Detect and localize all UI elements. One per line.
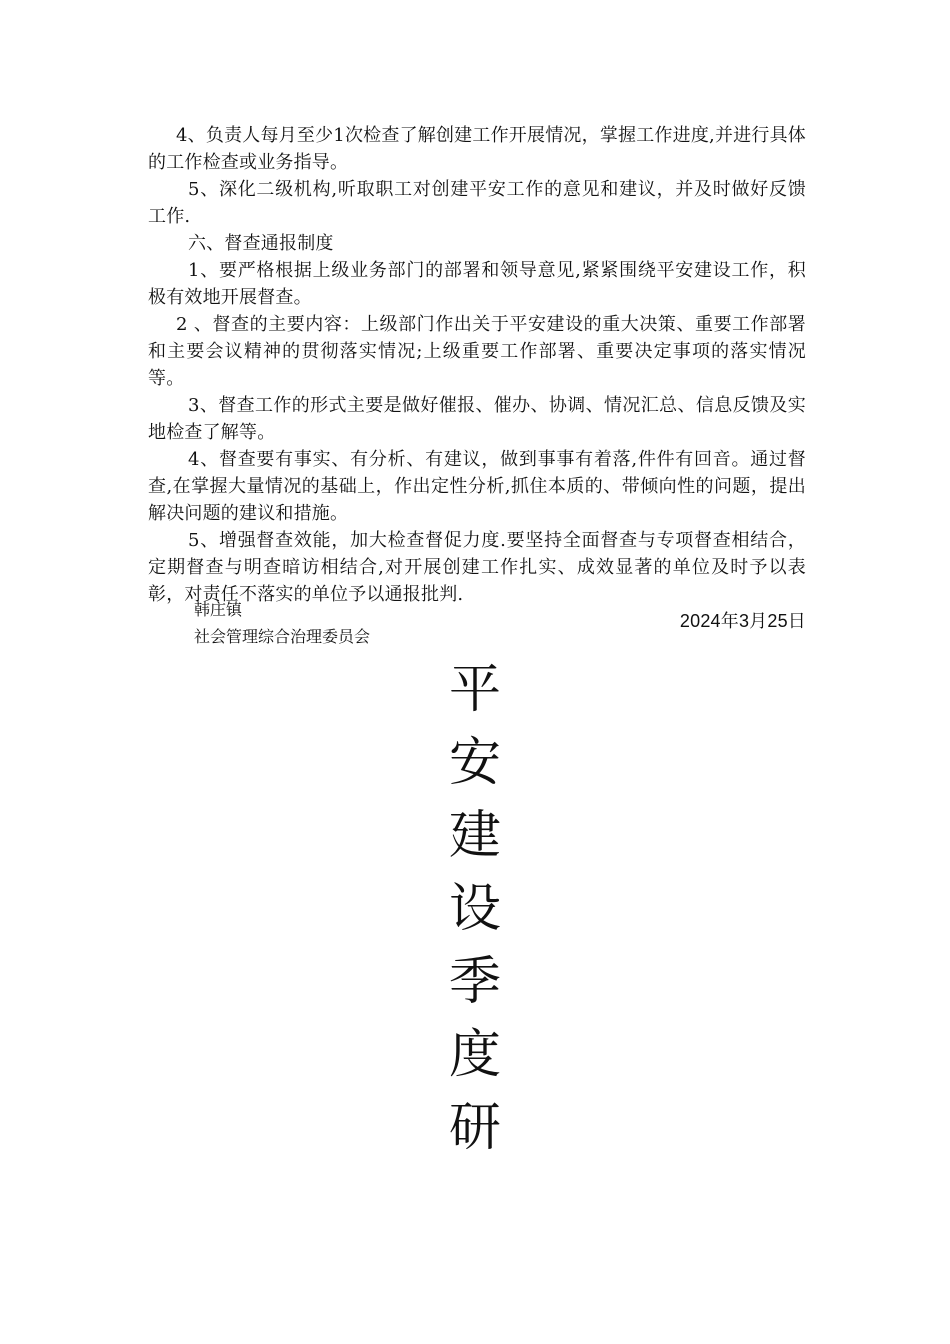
title-char: 安	[448, 733, 501, 793]
paragraph-supervision-5: 5、增强督查效能，加大检查督促力度.要坚持全面督查与专项督查相结合，定期督查与明查暗访相结合,对开展创建工作扎实、成效显著的单位及时予以表彰，对责任不落实的单位予以通报批判.	[148, 530, 806, 605]
paragraph-supervision-3: 3、督查工作的形式主要是做好催报、催办、协调、情况汇总、信息反馈及实地检查了解等。	[148, 395, 806, 443]
section-heading-supervision: 六、督查通报制度	[188, 233, 334, 254]
signature-town: 韩庄镇	[194, 600, 243, 619]
vertical-title	[440, 654, 510, 1165]
document-date: 2024年3月25日	[679, 611, 806, 631]
title-char: 建	[448, 806, 501, 866]
title-char: 设	[448, 879, 501, 939]
title-char: 研	[448, 1098, 501, 1158]
paragraph-supervision-1: 1、要严格根据上级业务部门的部署和领导意见,紧紧围绕平安建设工作，积极有效地开展督查。	[148, 260, 806, 308]
title-char: 度	[448, 1025, 501, 1085]
signature-committee: 社会管理综合治理委员会	[194, 627, 371, 646]
title-char: 平	[448, 660, 501, 720]
title-char: 季	[448, 952, 501, 1012]
paragraph-responsible-check: 4、负责人每月至少1次检查了解创建工作开展情况，掌握工作进度,并进行具体的工作检查或业务指导。	[148, 125, 806, 173]
paragraph-feedback: 5、深化二级机构,听取职工对创建平安工作的意见和建议，并及时做好反馈工作.	[148, 179, 806, 227]
paragraph-supervision-4: 4、督查要有事实、有分析、有建议，做到事事有着落,件件有回音。通过督查,在掌握大量情况的基础上，作出定性分析,抓住本质的、带倾向性的问题，提出解决问题的建议和措施。	[148, 449, 806, 524]
paragraph-supervision-2: 2 、督查的主要内容：上级部门作出关于平安建设的重大决策、重要工作部署和主要会议精神的贯彻落实情况;上级重要工作部署、重要决定事项的落实情况等。	[148, 314, 806, 389]
document-body	[148, 122, 806, 635]
signature-block	[194, 596, 370, 650]
